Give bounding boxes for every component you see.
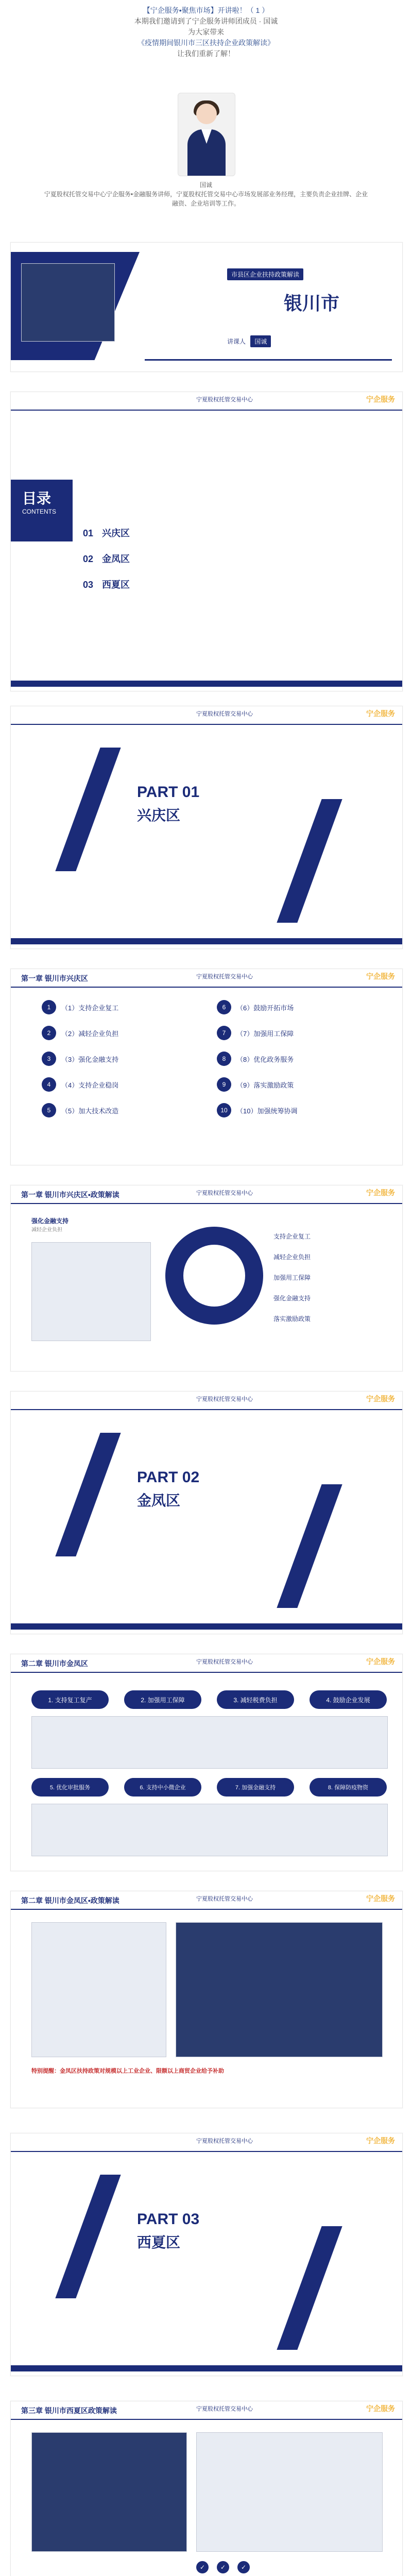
brand-mark: 宁企服务 [366,709,395,718]
part-deco-left [55,2175,121,2298]
cover-top-label: 市县区企业扶持政策解读 [227,268,303,280]
brand-mark: 宁企服务 [366,395,395,403]
xingqing-item [217,1103,297,1117]
contents-item-1[interactable] [83,526,130,539]
contents-item-2[interactable] [83,552,130,565]
brand-mark: 宁企服务 [366,1894,395,1903]
part-number: PART 03 [137,2211,200,2228]
center-logo: 宁夏股权托管交易中心 [196,1659,253,1665]
check-icon: ✓ [196,2561,209,2573]
xingqing-item [217,1052,294,1066]
slide-header [11,706,402,725]
part-box [137,2211,291,2303]
item-number: 3 [42,1052,56,1066]
slide-xingqing-list [10,969,403,1165]
detail-item-2: 减轻企业负担 [273,1253,311,1261]
item-number: 9 [217,1077,231,1092]
slide-header [11,1185,402,1204]
slide-cover [10,242,403,372]
speaker-label: 讲课人 [227,338,246,345]
cover-label [227,268,303,280]
contents-text: 兴庆区 [102,528,130,538]
contents-num: 01 [83,528,94,538]
check-icon: ✓ [217,2561,229,2573]
xingqing-item [42,1026,118,1040]
jinfeng-item[interactable]: 7. 加强金融支持 [217,1778,294,1797]
xingqing-item [42,1103,118,1117]
item-number: 1 [42,1000,56,1014]
slide-header [11,392,402,411]
part-deco-left [55,748,121,871]
part-footer-bar [11,2365,402,2371]
xingqing-item [42,1000,118,1014]
item-number: 4 [42,1077,56,1092]
cover-building-image [21,263,115,342]
detail-item-3: 加强用工保障 [273,1274,311,1281]
jinfeng-content-area [31,1804,388,1856]
intro-line-3: 为大家带来 [188,28,224,36]
slide-xixia-detail [10,2401,403,2576]
center-logo: 宁夏股权托管交易中心 [196,1896,253,1902]
brand-mark: 宁企服务 [366,1189,395,1197]
jinfeng-item[interactable]: 3. 减轻税费负担 [217,1690,294,1709]
item-text: （1）支持企业复工 [61,1004,119,1012]
contents-footer-bar [11,681,402,687]
item-text: （9）落实激励政策 [236,1081,294,1089]
item-text: （7）加强用工保障 [236,1029,294,1038]
part-name: 金凤区 [137,1493,181,1509]
teacher-bio: 国诚 宁夏股权托管交易中心宁企服务•金融服务讲师，宁夏股权托管交易中心市场发展部业务经理，主要负责企业挂牌、企业融资、企业培训等工作。 [44,181,368,207]
contents-item-3[interactable] [83,578,130,591]
contents-subtitle: CONTENTS [22,508,56,515]
jinfeng-text-block [31,1922,166,2057]
jinfeng-item[interactable]: 4. 鼓励企业发展 [310,1690,387,1709]
detail-item-1: 支持企业复工 [273,1233,311,1240]
part-name: 西夏区 [137,2234,181,2250]
detail-inner-circle [183,1245,245,1307]
xingqing-list [42,1000,371,1115]
part-name: 兴庆区 [137,807,181,823]
brand-mark: 宁企服务 [366,1395,395,1403]
slide-part-03 [10,2133,403,2376]
center-logo: 宁夏股权托管交易中心 [196,397,253,403]
jinfeng-item[interactable]: 1. 支持复工复产 [31,1690,109,1709]
detail-item-5: 落实激励政策 [273,1315,311,1323]
center-logo: 宁夏股权托管交易中心 [196,2138,253,2144]
item-text: （4）支持企业稳岗 [61,1081,119,1089]
intro-line-4: 《疫情期间银川市三区扶持企业政策解读》 [138,39,274,47]
slide-xingqing-detail [10,1185,403,1371]
center-logo: 宁夏股权托管交易中心 [196,974,253,980]
slide-header [11,969,402,988]
center-logo: 宁夏股权托管交易中心 [196,2406,253,2412]
contents-list [73,516,361,650]
xingqing-item [217,1077,294,1092]
intro-line-2: 本期我们邀请到了宁企服务讲师团成员 · 国诚 [134,17,278,25]
jinfeng-red-note: 特别提醒：金凤区扶持政策对规模以上工业企业、限额以上商贸企业给予补助 [31,2068,224,2074]
brand-mark: 宁企服务 [366,2137,395,2145]
contents-num: 02 [83,554,94,564]
portrait-face [196,104,217,124]
item-number: 8 [217,1052,231,1066]
detail-left-title: 强化金融支持 [31,1217,69,1225]
slide-part-02 [10,1391,403,1634]
contents-title: 目录 [22,490,52,506]
check-icon: ✓ [237,2561,250,2573]
jinfeng-photo [176,1922,383,2057]
item-number: 6 [217,1000,231,1014]
xixia-photo [31,2432,187,2552]
center-logo: 宁夏股权托管交易中心 [196,1396,253,1402]
slide-header [11,2133,402,2152]
jinfeng-content-area [31,1716,388,1769]
item-text: （8）优化政务服务 [236,1055,294,1063]
slide-header-title: 第三章 银川市西夏区政策解读 [21,2406,117,2415]
slide-jinfeng-list [10,1654,403,1871]
part-number: PART 02 [137,1469,200,1486]
intro-line-1: 【宁企服务•聚焦市场】开讲啦！（ 1 ） [143,6,269,14]
slide-header [11,1654,402,1673]
slide-header [11,1392,402,1410]
speaker-name: 国诚 [250,335,271,347]
cover-bottom-line [145,359,392,361]
part-number: PART 01 [137,784,200,801]
slide-header-title: 第一章 银川市兴庆区 [21,974,88,982]
part-footer-bar [11,1623,402,1630]
center-logo: 宁夏股权托管交易中心 [196,1190,253,1196]
xingqing-item [217,1000,294,1014]
item-text: （3）强化金融支持 [61,1055,119,1063]
brand-mark: 宁企服务 [366,2404,395,2413]
intro-line-5: 让我们重新了解！ [177,49,235,58]
xingqing-item [217,1026,294,1040]
item-text: （5）加大技术改造 [61,1107,119,1115]
slide-jinfeng-detail [10,1891,403,2108]
jinfeng-item[interactable]: 6. 支持中小微企业 [124,1778,201,1797]
slide-header-title: 第二章 银川市金凤区 [21,1659,88,1668]
jinfeng-item[interactable]: 2. 加强用工保障 [124,1690,201,1709]
item-number: 10 [217,1103,231,1117]
item-number: 7 [217,1026,231,1040]
brand-mark: 宁企服务 [366,972,395,980]
center-logo: 宁夏股权托管交易中心 [196,711,253,717]
item-text: （2）减轻企业负担 [61,1029,119,1038]
part-box [137,1469,291,1562]
slide-contents [10,392,403,691]
contents-text: 西夏区 [102,580,130,590]
part-box [137,784,291,876]
contents-text: 金凤区 [102,554,130,564]
jinfeng-item[interactable]: 8. 保障防疫物资 [310,1778,387,1797]
slide-header [11,2401,402,2420]
item-text: （6）鼓励开拓市场 [236,1004,294,1012]
item-number: 5 [42,1103,56,1117]
part-deco-left [55,1433,121,1556]
intro-section [0,0,412,207]
cover-city: 银川市 [284,293,340,314]
xingqing-item [42,1052,118,1066]
slide-header-title: 第二章 银川市金凤区•政策解读 [21,1896,119,1905]
item-number: 2 [42,1026,56,1040]
detail-text-block [31,1242,151,1341]
detail-item-4: 强化金融支持 [273,1295,311,1302]
slide-header-title: 第一章 银川市兴庆区•政策解读 [21,1191,119,1199]
detail-left-subtitle: 减轻企业负担 [31,1227,62,1233]
xixia-text-block [196,2432,383,2552]
slide-header [11,1891,402,1910]
jinfeng-item[interactable]: 5. 优化审批服务 [31,1778,109,1797]
item-text: （10）加强统筹协调 [236,1107,298,1115]
contents-num: 03 [83,580,94,590]
slide-part-01 [10,706,403,949]
xingqing-item [42,1077,118,1092]
part-footer-bar [11,938,402,944]
cover-speaker [227,335,271,347]
teacher-portrait [178,93,235,176]
brand-mark: 宁企服务 [366,1657,395,1666]
